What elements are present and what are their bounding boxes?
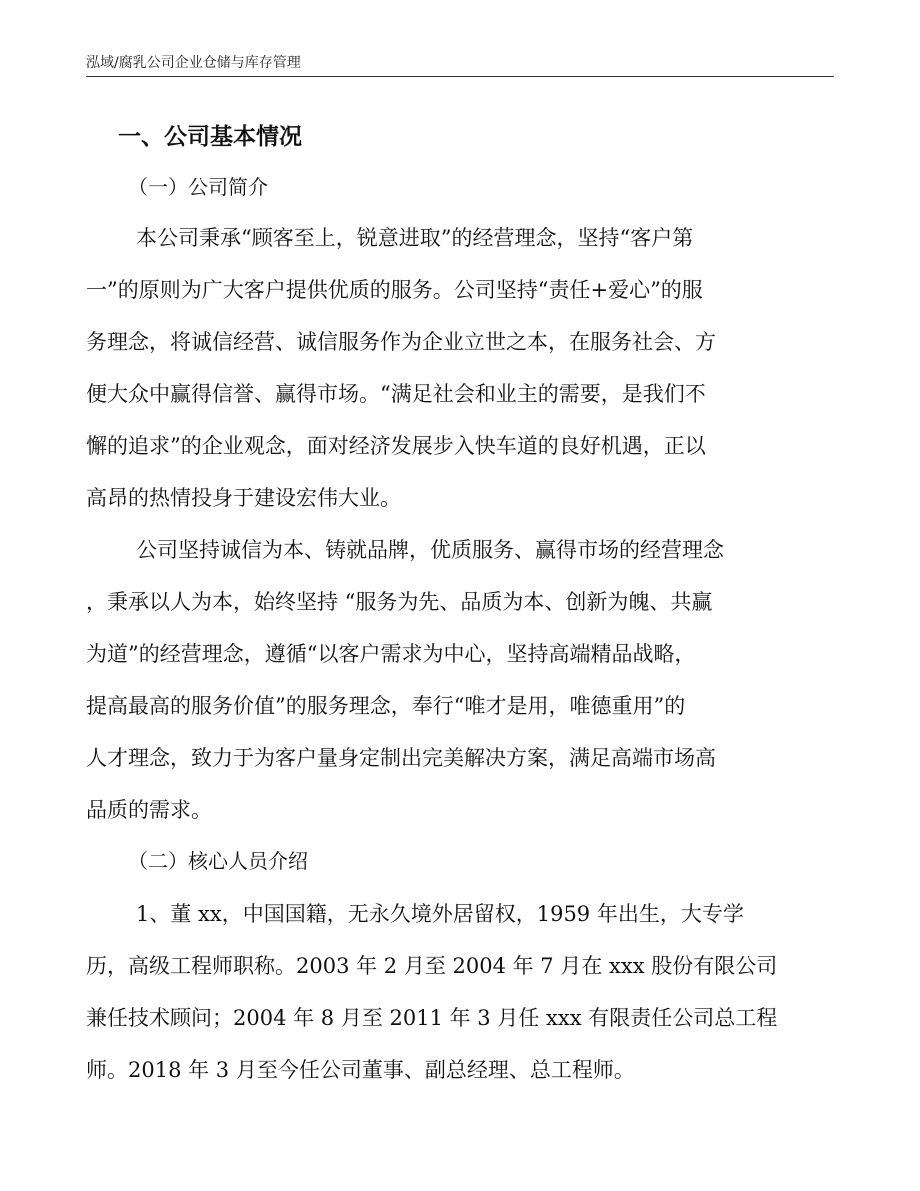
header-title: 泓域/腐乳公司企业仓储与库存管理 <box>86 55 301 71</box>
subsection-heading-core-staff: （二）核心人员介绍 <box>128 849 308 873</box>
text-line: 一”的原则为广大客户提供优质的服务。公司坚持“责任+爱心”的服 <box>86 278 703 302</box>
text-line: 人才理念，致力于为客户量身定制出完美解决方案，满足高端市场高 <box>86 746 716 770</box>
text-line: 品质的需求。 <box>86 798 212 822</box>
text-line: 师。2018 年 3 月至今任公司董事、副总经理、总工程师。 <box>86 1058 635 1082</box>
section-heading: 一、公司基本情况 <box>118 124 302 150</box>
intro-paragraph-2 <box>86 524 834 836</box>
core-staff-paragraph-1 <box>86 888 834 1096</box>
text-line: 务理念，将诚信经营、诚信服务作为企业立世之本，在服务社会、方 <box>86 330 716 354</box>
text-line: 本公司秉承“顾客至上，锐意进取”的经营理念，坚持“客户第 <box>136 226 694 250</box>
page-header <box>86 50 834 77</box>
text-line: 便大众中赢得信誉、赢得市场。“满足社会和业主的需要，是我们不 <box>86 382 706 406</box>
intro-paragraph-1 <box>86 212 834 524</box>
subsection-heading-intro: （一）公司简介 <box>128 175 268 199</box>
text-line: ，秉承以人为本，始终坚持 “服务为先、品质为本、创新为魄、共赢 <box>86 590 713 614</box>
text-line: 提高最高的服务价值”的服务理念，奉行“唯才是用，唯德重用”的 <box>86 694 686 718</box>
text-line: 高昂的热情投身于建设宏伟大业。 <box>86 486 401 510</box>
text-line: 懈的追求”的企业观念，面对经济发展步入快车道的良好机遇，正以 <box>86 434 706 458</box>
text-line: 公司坚持诚信为本、铸就品牌，优质服务、赢得市场的经营理念 <box>136 538 724 562</box>
text-line: 为道”的经营理念，遵循“以客户需求为中心，坚持高端精品战略， <box>86 642 696 666</box>
text-line: 1、董 xx，中国国籍，无永久境外居留权，1959 年出生，大专学 <box>136 902 744 926</box>
text-line: 兼任技术顾问；2004 年 8 月至 2011 年 3 月任 xxx 有限责任公司总工程 <box>86 1006 778 1030</box>
text-line: 历，高级工程师职称。2003 年 2 月至 2004 年 7 月在 xxx 股份有限公司 <box>86 954 778 978</box>
